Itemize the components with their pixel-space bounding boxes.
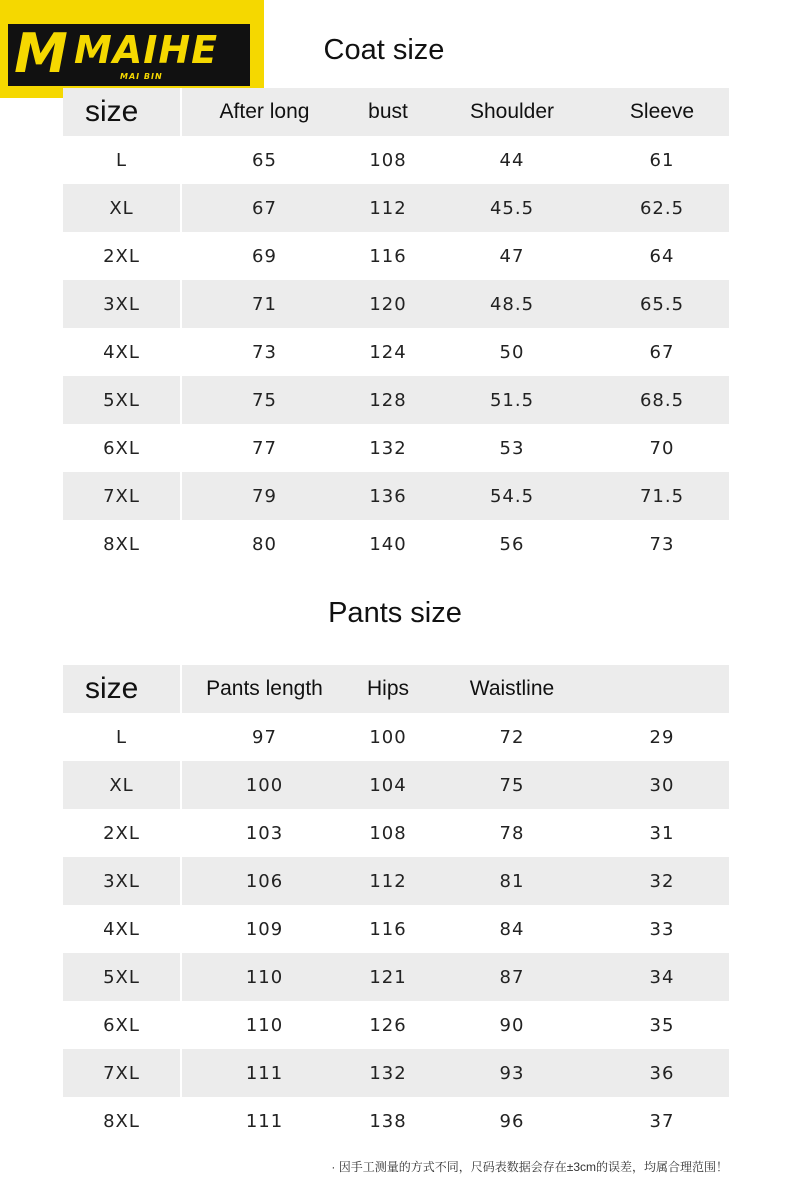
coat-table-cell: 132 — [369, 437, 407, 459]
pants-header-row — [63, 665, 729, 713]
coat-size-table — [63, 88, 730, 568]
pants-table-cell: 106 — [181, 857, 347, 905]
pants-header-hips: Hips — [347, 665, 429, 713]
pants-table-cell: 93 — [429, 1049, 595, 1097]
coat-table-cell: 7XL — [63, 472, 181, 520]
coat-table-cell: 69 — [252, 245, 277, 267]
pants-table-cell: 29 — [649, 726, 675, 748]
coat-table-cell: 6XL — [63, 424, 181, 472]
coat-table-cell: 61 — [649, 149, 675, 171]
coat-table-cell: 77 — [252, 437, 277, 459]
pants-table-cell: 90 — [499, 1014, 525, 1036]
coat-table-cell: 112 — [347, 184, 429, 232]
pants-table-cell: 4XL — [63, 905, 181, 953]
pants-table-cell: 104 — [347, 761, 429, 809]
coat-table-cell: 45.5 — [429, 184, 595, 232]
pants-table-cell: 110 — [245, 1014, 284, 1036]
pants-table-row — [63, 953, 729, 1001]
pants-table-cell: 126 — [369, 1014, 407, 1036]
coat-table-cell: 140 — [369, 533, 407, 555]
pants-table-cell: 121 — [347, 953, 429, 1001]
pants-table-cell: 138 — [369, 1110, 407, 1132]
coat-table-cell: 5XL — [63, 376, 181, 424]
pants-table-cell: 108 — [369, 822, 407, 844]
coat-table-row — [63, 280, 729, 328]
coat-table-cell: 67 — [649, 341, 675, 363]
coat-table-cell: L — [63, 136, 181, 184]
coat-table-cell: 62.5 — [595, 184, 729, 232]
pants-table-cell: L — [63, 713, 181, 761]
coat-table-cell: 50 — [499, 341, 525, 363]
pants-table-cell: 96 — [499, 1110, 525, 1132]
coat-header-size: size — [63, 88, 181, 136]
coat-table-cell: 70 — [649, 437, 675, 459]
pants-table-cell: 87 — [429, 953, 595, 1001]
pants-table-cell: 84 — [499, 918, 525, 940]
pants-table-cell: 30 — [595, 761, 729, 809]
pants-table-cell: 36 — [595, 1049, 729, 1097]
coat-table-cell: 80 — [252, 533, 277, 555]
pants-table-row — [63, 857, 729, 905]
pants-header-pants-length: Pants length — [181, 665, 347, 713]
coat-table-cell: 64 — [649, 245, 675, 267]
coat-table-cell: 54.5 — [429, 472, 595, 520]
coat-table-row — [63, 424, 729, 472]
coat-header-shoulder: Shoulder — [429, 88, 595, 136]
coat-table-cell: 3XL — [63, 280, 181, 328]
coat-header-row — [63, 88, 729, 136]
pants-size-title: Pants size — [328, 597, 462, 629]
coat-table-cell: 2XL — [63, 232, 181, 280]
coat-table-row — [63, 184, 729, 232]
coat-table-cell: 71 — [181, 280, 347, 328]
pants-table-cell: 109 — [245, 918, 284, 940]
coat-table-cell: 124 — [369, 341, 407, 363]
pants-table-cell: 97 — [252, 726, 277, 748]
measurement-footnote: · 因手工测量的方式不同，尺码表数据会存在±3cm的误差，均属合理范围！ — [331, 1160, 728, 1174]
pants-table-row — [63, 761, 729, 809]
coat-size-title: Coat size — [323, 34, 445, 66]
pants-table-cell: XL — [63, 761, 181, 809]
pants-table-row — [63, 809, 729, 857]
coat-table-cell: 51.5 — [429, 376, 595, 424]
pants-table-cell: 116 — [369, 918, 407, 940]
pants-table-cell: 112 — [347, 857, 429, 905]
coat-table-cell: 8XL — [63, 520, 181, 568]
pants-table-row — [63, 1097, 729, 1145]
logo-wordmark: MAIHE — [74, 28, 219, 72]
pants-size-table — [63, 665, 730, 1145]
pants-table-cell: 35 — [649, 1014, 675, 1036]
pants-table-cell: 34 — [595, 953, 729, 1001]
pants-table-cell: 5XL — [63, 953, 181, 1001]
coat-table-cell: 53 — [499, 437, 525, 459]
pants-header-extra — [595, 665, 729, 713]
coat-table-cell: 47 — [499, 245, 525, 267]
coat-table-cell: 79 — [181, 472, 347, 520]
pants-table-cell: 111 — [181, 1049, 347, 1097]
pants-table-cell: 103 — [245, 822, 284, 844]
coat-table-row — [63, 232, 729, 280]
pants-table-row — [63, 1001, 729, 1049]
pants-table-row — [63, 1049, 729, 1097]
coat-table-row — [63, 328, 729, 376]
pants-table-cell: 100 — [369, 726, 407, 748]
pants-table-cell: 111 — [245, 1110, 284, 1132]
coat-table-cell: 136 — [347, 472, 429, 520]
coat-header-sleeve: Sleeve — [595, 88, 729, 136]
pants-table-cell: 132 — [347, 1049, 429, 1097]
pants-table-cell: 7XL — [63, 1049, 181, 1097]
coat-table-row — [63, 520, 729, 568]
logo-subtitle: MAI BIN — [120, 72, 163, 81]
pants-table-cell: 2XL — [63, 809, 181, 857]
pants-table-cell: 3XL — [63, 857, 181, 905]
coat-table-cell: 71.5 — [595, 472, 729, 520]
coat-table-cell: 68.5 — [595, 376, 729, 424]
coat-table-cell: 73 — [649, 533, 675, 555]
pants-table-row — [63, 713, 729, 761]
pants-header-waistline: Waistline — [429, 665, 595, 713]
coat-table-row — [63, 472, 729, 520]
pants-table-cell: 81 — [429, 857, 595, 905]
pants-table-cell: 110 — [181, 953, 347, 1001]
pants-table-cell: 78 — [499, 822, 525, 844]
coat-table-cell: 67 — [181, 184, 347, 232]
pants-table-cell: 72 — [499, 726, 525, 748]
coat-table-row — [63, 136, 729, 184]
coat-table-cell: 56 — [499, 533, 525, 555]
pants-table-row — [63, 905, 729, 953]
coat-header-bust: bust — [347, 88, 429, 136]
coat-header-after-long: After long — [181, 88, 347, 136]
coat-table-cell: XL — [63, 184, 181, 232]
coat-table-cell: 120 — [347, 280, 429, 328]
coat-table-cell: 4XL — [63, 328, 181, 376]
coat-table-cell: 44 — [499, 149, 525, 171]
coat-table-cell: 128 — [347, 376, 429, 424]
pants-table-cell: 100 — [181, 761, 347, 809]
pants-table-cell: 37 — [649, 1110, 675, 1132]
logo-initial: M — [14, 22, 68, 85]
pants-table-cell: 32 — [595, 857, 729, 905]
pants-table-cell: 8XL — [63, 1097, 181, 1145]
coat-table-cell: 48.5 — [429, 280, 595, 328]
coat-table-cell: 73 — [252, 341, 277, 363]
coat-table-row — [63, 376, 729, 424]
coat-table-cell: 108 — [369, 149, 407, 171]
pants-table-cell: 75 — [429, 761, 595, 809]
pants-table-cell: 33 — [649, 918, 675, 940]
pants-header-size: size — [63, 665, 181, 713]
pants-table-cell: 6XL — [63, 1001, 181, 1049]
coat-table-cell: 75 — [181, 376, 347, 424]
coat-table-cell: 65.5 — [595, 280, 729, 328]
pants-table-cell: 31 — [649, 822, 675, 844]
coat-table-cell: 65 — [252, 149, 277, 171]
coat-table-cell: 116 — [369, 245, 407, 267]
